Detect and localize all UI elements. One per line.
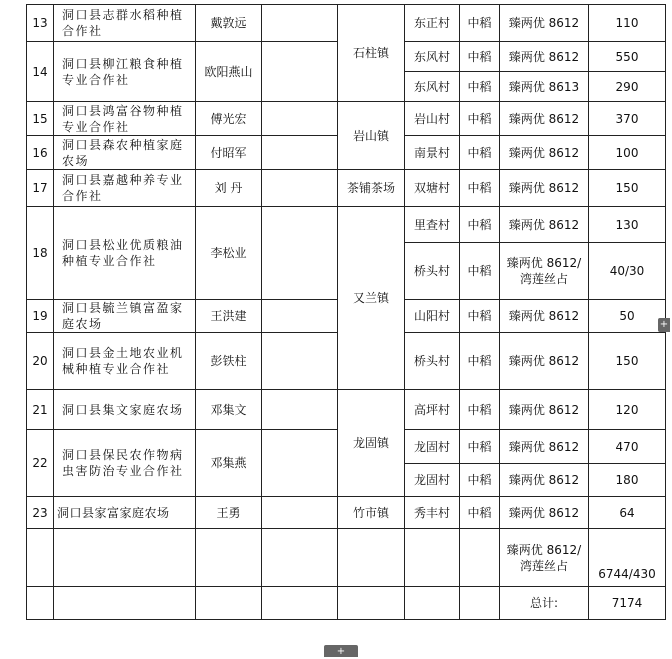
variety-cell: 臻两优 8612 xyxy=(500,333,589,390)
village-cell: 龙固村 xyxy=(405,430,460,464)
empty-cell xyxy=(262,207,338,300)
village-cell: 山阳村 xyxy=(405,300,460,333)
town-cell: 竹市镇 xyxy=(338,497,405,529)
empty-cell xyxy=(338,587,405,620)
area-cell: 64 xyxy=(589,497,666,529)
crop-cell: 中稻 xyxy=(460,170,500,207)
contact-person: 傅光宏 xyxy=(196,102,262,136)
empty-cell xyxy=(460,529,500,587)
contact-person: 付昭军 xyxy=(196,136,262,170)
empty-cell xyxy=(196,529,262,587)
empty-cell xyxy=(460,587,500,620)
village-cell: 双塘村 xyxy=(405,170,460,207)
area-cell: 180 xyxy=(589,464,666,497)
area-cell: 150 xyxy=(589,333,666,390)
row-number: 14 xyxy=(27,42,54,102)
row-number: 22 xyxy=(27,430,54,497)
summary-variety: 臻两优 8612/湾莲丝占 xyxy=(500,529,589,587)
cooperative-name: 洞口县家富家庭农场 xyxy=(54,497,196,529)
empty-cell xyxy=(262,390,338,430)
contact-person: 王洪建 xyxy=(196,300,262,333)
crop-cell: 中稻 xyxy=(460,72,500,102)
cooperative-name: 洞口县松业优质粮油种植专业合作社 xyxy=(54,207,196,300)
cooperative-table xyxy=(26,4,666,620)
village-cell: 桥头村 xyxy=(405,243,460,300)
empty-cell xyxy=(262,170,338,207)
contact-person: 李松业 xyxy=(196,207,262,300)
empty-cell xyxy=(405,587,460,620)
empty-cell xyxy=(262,497,338,529)
empty-cell xyxy=(262,333,338,390)
row-number: 17 xyxy=(27,170,54,207)
contact-person: 彭铁柱 xyxy=(196,333,262,390)
table-row xyxy=(27,5,666,42)
row-number: 15 xyxy=(27,102,54,136)
village-cell: 龙固村 xyxy=(405,464,460,497)
village-cell: 南景村 xyxy=(405,136,460,170)
crop-cell: 中稻 xyxy=(460,333,500,390)
variety-cell: 臻两优 8612 xyxy=(500,464,589,497)
contact-person: 刘 丹 xyxy=(196,170,262,207)
empty-cell xyxy=(27,529,54,587)
empty-cell xyxy=(262,42,338,102)
contact-person: 戴敦远 xyxy=(196,5,262,42)
crop-cell: 中稻 xyxy=(460,300,500,333)
empty-cell xyxy=(54,587,196,620)
total-label: 总计: xyxy=(500,587,589,620)
village-cell: 高坪村 xyxy=(405,390,460,430)
cooperative-name: 洞口县鸿富谷物种植专业合作社 xyxy=(54,102,196,136)
empty-cell xyxy=(54,529,196,587)
area-cell: 110 xyxy=(589,5,666,42)
cooperative-name: 洞口县柳江粮食种植专业合作社 xyxy=(54,42,196,102)
contact-person: 王勇 xyxy=(196,497,262,529)
variety-cell: 臻两优 8612 xyxy=(500,300,589,333)
crop-cell: 中稻 xyxy=(460,207,500,243)
total-value: 7174 xyxy=(589,587,666,620)
contact-person: 邓集文 xyxy=(196,390,262,430)
cooperative-name: 洞口县保民农作物病虫害防治专业合作社 xyxy=(54,430,196,497)
variety-cell: 臻两优 8612 xyxy=(500,136,589,170)
town-cell: 石柱镇 xyxy=(338,5,405,102)
area-cell: 370 xyxy=(589,102,666,136)
empty-cell xyxy=(262,102,338,136)
town-cell: 茶铺茶场 xyxy=(338,170,405,207)
village-cell: 东风村 xyxy=(405,42,460,72)
empty-cell xyxy=(262,300,338,333)
empty-cell xyxy=(262,136,338,170)
row-number: 21 xyxy=(27,390,54,430)
variety-cell: 臻两优 8612 xyxy=(500,207,589,243)
village-cell: 里查村 xyxy=(405,207,460,243)
area-cell: 150 xyxy=(589,170,666,207)
variety-cell: 臻两优 8612 xyxy=(500,390,589,430)
area-cell: 290 xyxy=(589,72,666,102)
variety-cell: 臻两优 8612 xyxy=(500,170,589,207)
contact-person: 欧阳燕山 xyxy=(196,42,262,102)
village-cell: 桥头村 xyxy=(405,333,460,390)
crop-cell: 中稻 xyxy=(460,390,500,430)
row-number: 13 xyxy=(27,5,54,42)
variety-cell: 臻两优 8612 xyxy=(500,102,589,136)
total-row xyxy=(27,587,666,620)
crop-cell: 中稻 xyxy=(460,243,500,300)
town-cell: 龙固镇 xyxy=(338,390,405,497)
table-row xyxy=(27,102,666,136)
crop-cell: 中稻 xyxy=(460,102,500,136)
area-cell: 40/30 xyxy=(589,243,666,300)
area-cell: 550 xyxy=(589,42,666,72)
area-cell: 130 xyxy=(589,207,666,243)
crop-cell: 中稻 xyxy=(460,5,500,42)
cooperative-name: 洞口县森农种植家庭农场 xyxy=(54,136,196,170)
table-row xyxy=(27,170,666,207)
cooperative-name: 洞口县嘉越种养专业合作社 xyxy=(54,170,196,207)
variety-cell: 臻两优 8612/湾莲丝占 xyxy=(500,243,589,300)
empty-cell xyxy=(262,430,338,497)
area-cell: 120 xyxy=(589,390,666,430)
table-row xyxy=(27,390,666,430)
village-cell: 东风村 xyxy=(405,72,460,102)
variety-cell: 臻两优 8613 xyxy=(500,72,589,102)
contact-person: 邓集燕 xyxy=(196,430,262,497)
area-cell: 100 xyxy=(589,136,666,170)
empty-cell xyxy=(27,587,54,620)
empty-cell xyxy=(196,587,262,620)
expand-plus-icon[interactable]: + xyxy=(659,319,669,330)
crop-cell: 中稻 xyxy=(460,497,500,529)
cooperative-name: 洞口县集文家庭农场 xyxy=(54,390,196,430)
crop-cell: 中稻 xyxy=(460,430,500,464)
variety-cell: 臻两优 8612 xyxy=(500,430,589,464)
add-row-plus-icon[interactable]: + xyxy=(324,645,358,657)
crop-cell: 中稻 xyxy=(460,42,500,72)
summary-area: 6744/430 xyxy=(589,529,666,587)
table-row xyxy=(27,497,666,529)
village-cell: 岩山村 xyxy=(405,102,460,136)
row-number: 20 xyxy=(27,333,54,390)
town-cell: 又兰镇 xyxy=(338,207,405,390)
row-number: 23 xyxy=(27,497,54,529)
village-cell: 秀丰村 xyxy=(405,497,460,529)
row-number: 18 xyxy=(27,207,54,300)
area-cell: 470 xyxy=(589,430,666,464)
row-number: 19 xyxy=(27,300,54,333)
empty-cell xyxy=(262,529,338,587)
row-number: 16 xyxy=(27,136,54,170)
empty-cell xyxy=(262,5,338,42)
table-row xyxy=(27,207,666,243)
empty-cell xyxy=(405,529,460,587)
village-cell: 东正村 xyxy=(405,5,460,42)
variety-cell: 臻两优 8612 xyxy=(500,497,589,529)
summary-row xyxy=(27,529,666,587)
empty-cell xyxy=(262,587,338,620)
cooperative-name: 洞口县毓兰镇富盈家庭农场 xyxy=(54,300,196,333)
variety-cell: 臻两优 8612 xyxy=(500,42,589,72)
crop-cell: 中稻 xyxy=(460,136,500,170)
cooperative-name: 洞口县金土地农业机械种植专业合作社 xyxy=(54,333,196,390)
empty-cell xyxy=(338,529,405,587)
crop-cell: 中稻 xyxy=(460,464,500,497)
cooperative-name: 洞口县志群水稻种植合作社 xyxy=(54,5,196,42)
town-cell: 岩山镇 xyxy=(338,102,405,170)
area-cell: 50 xyxy=(589,300,666,333)
variety-cell: 臻两优 8612 xyxy=(500,5,589,42)
